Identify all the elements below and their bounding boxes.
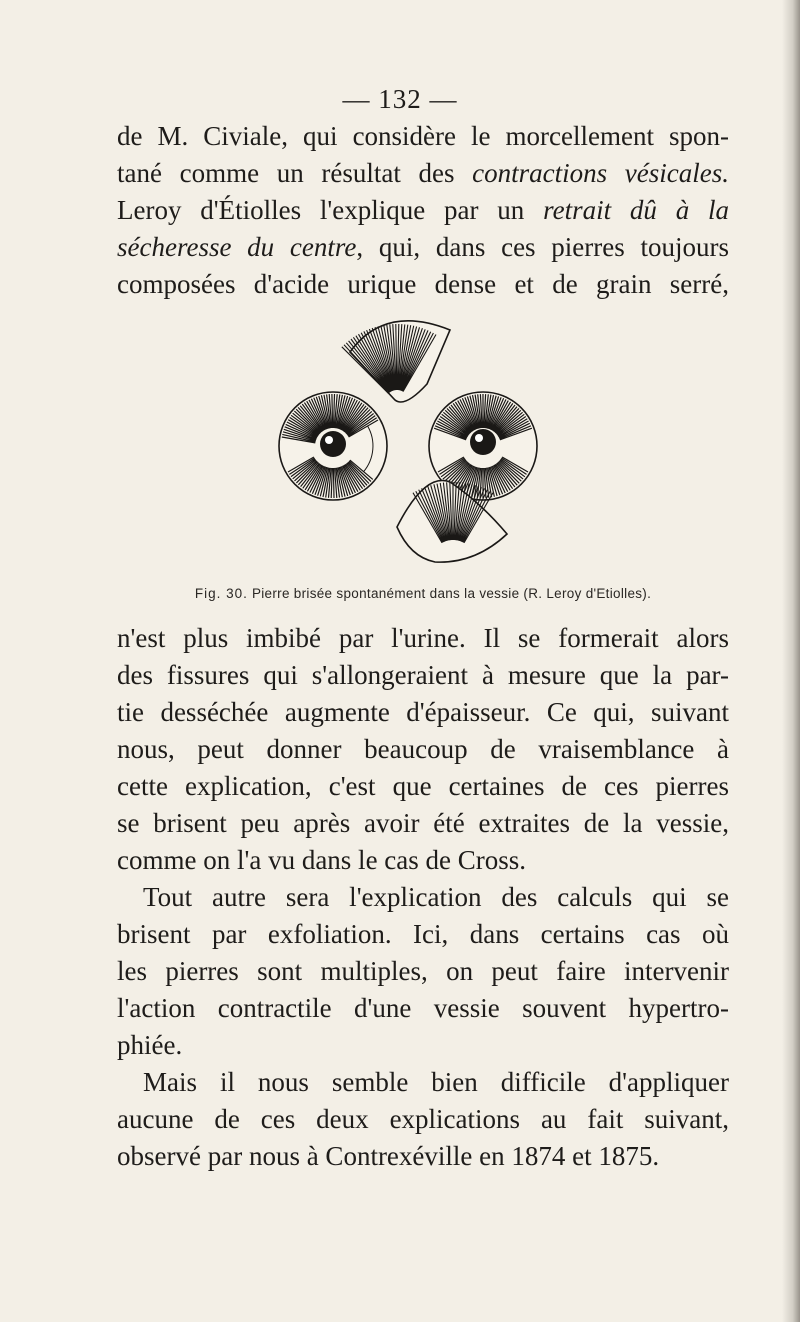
- page-edge-shadow: [782, 0, 800, 1322]
- text-line: comme on l'a vu dans le cas de Cross.: [117, 845, 527, 875]
- text-segment: de M. Civiale, qui considère le morcellement spon-: [117, 121, 729, 151]
- stone-fragments-illustration: [275, 312, 545, 570]
- text-line: [117, 266, 729, 303]
- text-line: Tout autre sera l'explication des calculs qui se: [143, 882, 729, 912]
- text-line: aucune de ces deux explications au fait suivant,: [117, 1104, 729, 1134]
- text-segment: composées d'acide urique dense et de grain serré,: [117, 269, 729, 299]
- fragment-right-nucleus: [470, 429, 496, 455]
- text-line: les pierres sont multiples, on peut faire intervenir: [117, 956, 729, 986]
- text-segment: Leroy d'Étiolles l'explique par un: [117, 195, 544, 225]
- figure-label: Fig. 30.: [194, 586, 248, 601]
- italic-text: retrait dû à la: [543, 195, 729, 225]
- text-line: phiée.: [117, 1030, 183, 1060]
- text-line: [117, 155, 729, 192]
- text-line: Mais il nous semble bien difficile d'appliquer: [143, 1067, 729, 1097]
- text-line: brisent par exfoliation. Ici, dans certains cas où: [117, 919, 729, 949]
- text-line: tie desséchée augmente d'épaisseur. Ce qui, suivant: [117, 697, 729, 727]
- text-line: l'action contractile d'une vessie souvent hypertro-: [117, 993, 729, 1023]
- text-line: cette explication, c'est que certaines de ces pierres: [117, 771, 729, 801]
- text-segment: tané comme un résultat des: [117, 158, 473, 188]
- text-line: [117, 192, 729, 229]
- text-line: observé par nous à Contrexéville en 1874 et 1875.: [117, 1141, 660, 1171]
- italic-text: sécheresse du centre: [117, 232, 357, 262]
- figure-caption: [117, 586, 729, 601]
- text-segment: , qui, dans ces pierres toujours: [356, 232, 730, 262]
- text-line: [117, 118, 729, 155]
- fragment-right-nucleus-highlight: [475, 434, 483, 442]
- text-line: nous, peut donner beaucoup de vraisemblance à: [117, 734, 729, 764]
- text-line: se brisent peu après avoir été extraites de la vessie,: [117, 808, 729, 838]
- text-line: [117, 229, 729, 266]
- paragraph-top: [117, 118, 729, 303]
- figure-caption-text: Pierre brisée spontanément dans la vessie (R. Leroy d'Etiolles).: [251, 586, 652, 601]
- paragraph-bottom: [117, 620, 729, 1175]
- text-line: des fissures qui s'allongeraient à mesure que la par-: [117, 660, 729, 690]
- fragment-left-nucleus-highlight: [325, 436, 333, 444]
- italic-text: contractions vésicales.: [472, 158, 729, 188]
- page-number: — 132 —: [342, 84, 458, 114]
- text-line: n'est plus imbibé par l'urine. Il se formerait alors: [117, 623, 729, 653]
- fragment-left-nucleus: [320, 431, 346, 457]
